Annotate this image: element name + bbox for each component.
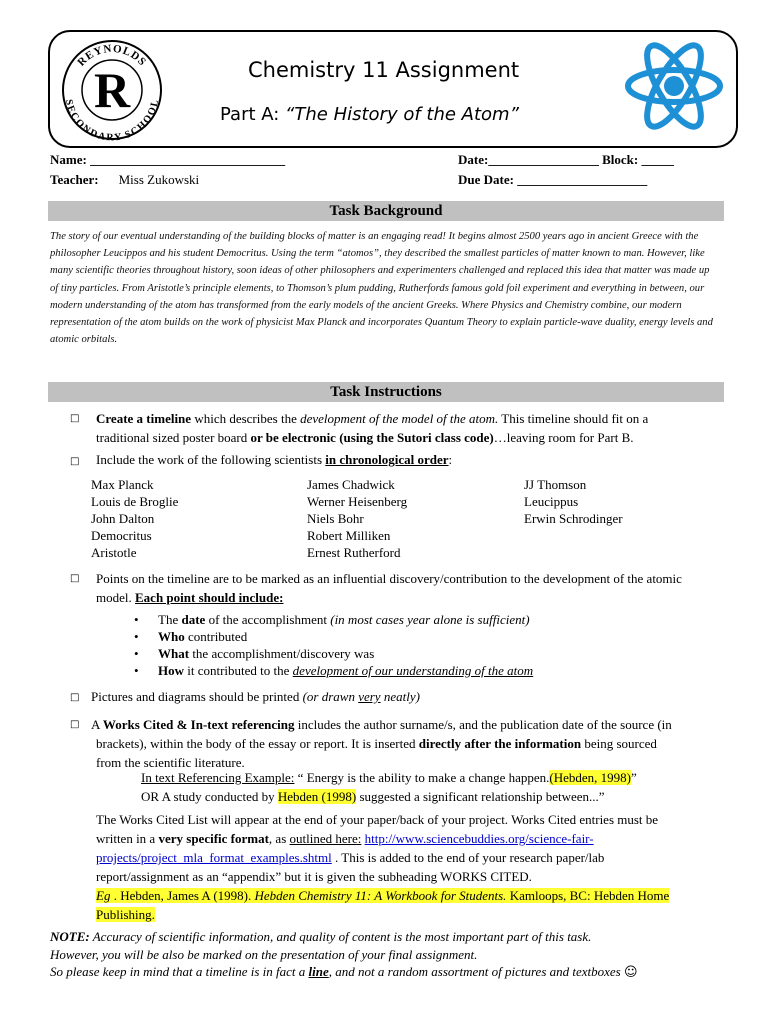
instruction-2: Include the work of the following scientists in chronological order:: [96, 452, 453, 467]
checkbox-1[interactable]: □: [70, 413, 80, 424]
atom-icon: [622, 36, 726, 136]
logo-top-text: REYNOLDS: [75, 42, 149, 69]
example-line-1: In text Referencing Example: “ Energy is the ability to make a change happen.(Hebden, 1998)”: [141, 770, 637, 785]
checkbox-4[interactable]: □: [70, 692, 80, 703]
mla-format-link-cont[interactable]: projects/project_mla_format_examples.shtml: [96, 850, 332, 865]
scientist-name: Erwin Schrodinger: [524, 511, 623, 526]
scientist-name: Aristotle: [91, 545, 137, 560]
scientist-name: Democritus: [91, 528, 152, 543]
scientist-name: Max Planck: [91, 477, 154, 492]
bullet: •: [134, 612, 139, 627]
scientist-name: Ernest Rutherford: [307, 545, 401, 560]
bullet-date: The date of the accomplishment (in most cases year alone is sufficient): [158, 612, 530, 627]
due-date-field[interactable]: Due Date: ____________________: [458, 172, 648, 187]
smiley-icon: ☺: [624, 965, 638, 980]
scientist-name: Werner Heisenberg: [307, 494, 408, 509]
scientist-name: John Dalton: [91, 511, 155, 526]
bullet: •: [134, 663, 139, 678]
works-cited-paragraph: The Works Cited List will appear at the end of your paper/back of your project. Works Cited entries must be written in a very specific format, as outlined here: http://www.sciencebuddies.org/science-fair- projects/project_mla_format_examples.shtml . This is added to the end of your research paper/lab report/assignment as an “appendix” but it is given the subheading WORKS CITED.: [96, 812, 659, 884]
school-logo: [60, 38, 164, 142]
example-line-2: OR A study conducted by Hebden (1998) suggested a significant relationship between...”: [141, 789, 605, 804]
mla-format-link[interactable]: http://www.sciencebuddies.org/science-fair-: [364, 831, 594, 846]
page-subtitle: Part A: “The History of the Atom”: [220, 104, 519, 125]
scientists-column-1: [91, 476, 178, 561]
instructions-heading: Task Instructions: [48, 382, 724, 402]
background-heading: Task Background: [48, 201, 724, 221]
scientist-name: James Chadwick: [307, 477, 395, 492]
name-field[interactable]: Name: ______________________________: [50, 152, 286, 167]
instruction-1: Create a timeline which describes the development of the model of the atom. This timeline should fit on a traditional sized poster board or be electronic (using the Sutori class code)…leaving room for Part B.: [96, 411, 649, 445]
scientist-name: Leucippus: [524, 494, 579, 509]
checkbox-2[interactable]: □: [70, 456, 80, 467]
date-block-field[interactable]: Date:_________________ Block: _____: [458, 152, 674, 167]
scientist-name: Niels Bohr: [307, 511, 364, 526]
instruction-5: A Works Cited & In-text referencing includes the author surname/s, and the publication date of the source (in brackets), within the body of the essay or report. It is inserted directly after the information being sourced from the scientific literature.: [91, 717, 672, 770]
scientist-name: Louis de Broglie: [91, 494, 179, 509]
scientist-name: Robert Milliken: [307, 528, 391, 543]
note-paragraph: NOTE: Accuracy of scientific information, and quality of content is the most important part of this task. However, you will be also be marked on the presentation of your final assignment. So please keep in mind that a timeline is in fact a line, and not a random assortment of pictures and textboxes ☺: [50, 929, 638, 980]
logo-letter: R: [93, 62, 131, 118]
scientist-name: JJ Thomson: [524, 477, 587, 492]
bullet: •: [134, 646, 139, 661]
instruction-4: Pictures and diagrams should be printed (or drawn very neatly): [91, 689, 420, 704]
bullet-what: What the accomplishment/discovery was: [158, 646, 375, 661]
works-cited-example: Eg . Hebden, James A (1998). Hebden Chemistry 11: A Workbook for Students. Kamloops, BC: Hebden Home Publishing.: [96, 888, 670, 922]
page-title: Chemistry 11 Assignment: [248, 58, 520, 82]
scientists-column-2: [307, 476, 407, 561]
background-text: The story of our eventual understanding of the building blocks of matter is an engaging read! It begins almost 2500 years ago in ancient Greece with the philosopher Leucippos and his student Democritus. Using the term “atomos”, they described the smallest particles of matter known to man. However, like many scientific theories throughout history, soon ideas of other philosophers and experimenters challenged and replaced this idea that matter was made up of tiny particles. From Aristotle’s principle elements, to Thomson’s plum pudding, Rutherfords famous gold foil experiment and everything in between, our modern understanding of the atom has transformed from the early models of the ancient Greeks. Where Physics and Chemistry combine, our modern representation of the atom builds on the work of physicist Max Planck and incorporates Quantum Theory to explain particle-wave duality, energy levels and atomic orbitals.: [50, 231, 713, 346]
checkbox-5[interactable]: □: [70, 719, 80, 730]
scientists-column-3: [524, 476, 623, 527]
checkbox-3[interactable]: □: [70, 573, 80, 584]
bullet-how: How it contributed to the development of our understanding of the atom: [158, 663, 534, 678]
bullet: •: [134, 629, 139, 644]
instruction-3: Points on the timeline are to be marked as an influential discovery/contribution to the development of the atomic model. Each point should include:: [96, 571, 682, 605]
bullet-who: Who contributed: [158, 629, 248, 644]
teacher-field: Teacher: Miss Zukowski: [50, 172, 200, 187]
logo-bottom-text: SECONDARY SCHOOL: [62, 98, 162, 142]
